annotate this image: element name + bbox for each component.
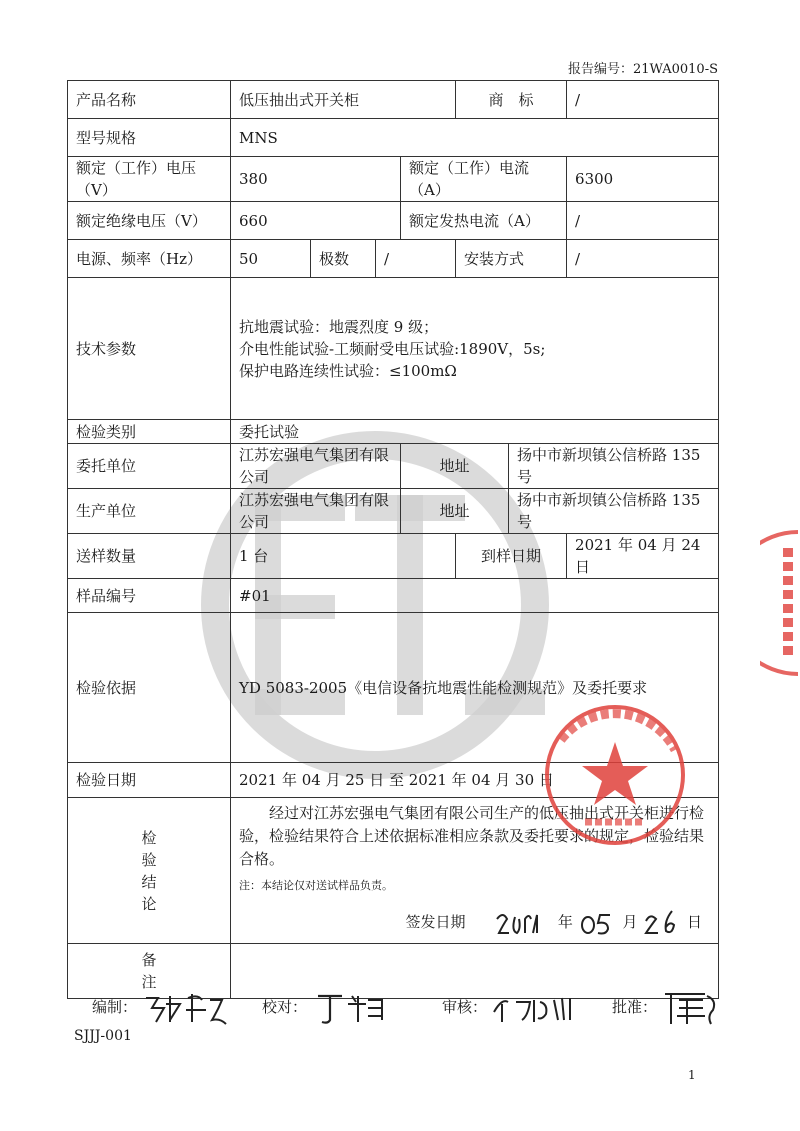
row-power: [68, 240, 719, 278]
rated-current-value: 6300: [567, 157, 719, 202]
trademark-label: 商 标: [456, 81, 567, 119]
manufacturer-name: [231, 489, 401, 534]
inspection-date-value: 2021 年 04 月 25 日 至 2021 年 04 月 30 日: [231, 763, 719, 798]
row-insulation: [68, 202, 719, 240]
checker-label: 校对：: [262, 998, 308, 1016]
model-label: 型号规格: [68, 119, 231, 157]
row-manufacturer: [68, 489, 719, 534]
insulation-voltage-label: 额定绝缘电压（V）: [68, 202, 231, 240]
heating-current-value: /: [567, 202, 719, 240]
manufacturer-address: 扬中市新坝镇公信桥路 135 号: [509, 489, 719, 534]
basis-label: 检验依据: [68, 613, 231, 763]
technical-line: 保护电路连续性试验：≤100mΩ: [239, 361, 457, 380]
checker-signature: [312, 990, 392, 1026]
issue-year-handwritten: [493, 909, 553, 937]
conclusion-label-char: 论: [141, 894, 157, 913]
technical-params: [231, 278, 719, 420]
edge-seal-stamp: [760, 528, 800, 678]
inspection-type-label: 检验类别: [68, 420, 231, 444]
issue-date-row: [239, 909, 710, 937]
approver-signature: [657, 986, 727, 1030]
conclusion-label-char: 结: [141, 872, 157, 891]
page-number: 1: [688, 1068, 696, 1082]
technical-line: 介电性能试验-工频耐受电压试验:1890V，5s;: [239, 339, 546, 358]
conclusion-label: [68, 798, 231, 944]
reviewer-label: 审核：: [442, 998, 488, 1016]
row-client: [68, 444, 719, 489]
compiler-label: 编制：: [92, 998, 138, 1016]
poles-label: 极数: [311, 240, 376, 278]
arrival-date-value: 2021 年 04 月 24 日: [567, 534, 719, 579]
manufacturer-name-line: 江苏宏强电气集团有限: [239, 491, 390, 509]
report-number: 报告编号：21WA0010-S: [567, 62, 718, 77]
issue-month-handwritten: [578, 909, 618, 937]
basis-value: YD 5083-2005《电信设备抗地震性能检测规范》及委托要求: [231, 613, 719, 763]
technical-label: 技术参数: [68, 278, 231, 420]
manufacturer-name-line: 公司: [239, 513, 270, 531]
inspection-date-label: 检验日期: [68, 763, 231, 798]
rated-current-label: 额定（工作）电流（A）: [401, 157, 567, 202]
trademark-value: /: [567, 81, 719, 119]
manufacturer-address-label: 地址: [401, 489, 509, 534]
install-value: /: [567, 240, 719, 278]
row-sample-no: [68, 579, 719, 613]
rated-voltage-value: 380: [231, 157, 401, 202]
sample-qty-value: 1 台: [231, 534, 456, 579]
form-code: SJJJ-001: [74, 1028, 132, 1044]
row-rated-voltage: [68, 157, 719, 202]
month-unit: 月: [622, 913, 638, 931]
issue-day-handwritten: [642, 909, 682, 937]
manufacturer-label: 生产单位: [68, 489, 231, 534]
approver-label: 批准：: [612, 998, 658, 1016]
client-label: 委托单位: [68, 444, 231, 489]
signature-row: [72, 990, 722, 1030]
row-sample-qty: [68, 534, 719, 579]
model-value: MNS: [231, 119, 719, 157]
conclusion-label-char: 验: [141, 850, 157, 869]
sample-qty-label: 送样数量: [68, 534, 231, 579]
install-label: 安装方式: [456, 240, 567, 278]
issue-date-label: 签发日期: [405, 913, 466, 931]
year-unit: 年: [557, 913, 573, 931]
reviewer-signature: [490, 992, 580, 1026]
conclusion-label-char: 检: [141, 828, 157, 847]
poles-value: /: [376, 240, 456, 278]
report-table: [67, 80, 719, 999]
sample-no-value: #01: [231, 579, 719, 613]
client-name-line: 江苏宏强电气集团有限: [239, 446, 390, 464]
client-name-line: 公司: [239, 468, 270, 486]
inspection-type-value: 委托试验: [231, 420, 719, 444]
row-model: [68, 119, 719, 157]
official-seal-stamp: [525, 700, 695, 850]
day-unit: 日: [687, 913, 703, 931]
rated-voltage-label: 额定（工作）电压（V）: [68, 157, 231, 202]
client-address: 扬中市新坝镇公信桥路 135 号: [509, 444, 719, 489]
row-product-name: [68, 81, 719, 119]
row-inspection-type: [68, 420, 719, 444]
remarks-label-char: 备: [141, 951, 157, 969]
sample-no-label: 样品编号: [68, 579, 231, 613]
power-frequency-label: 电源、频率（Hz）: [68, 240, 231, 278]
row-technical: [68, 278, 719, 420]
client-name: [231, 444, 401, 489]
conclusion-note: 注：本结论仅对送试样品负责。: [239, 879, 393, 892]
product-name-label: 产品名称: [68, 81, 231, 119]
conclusion-text: 经过对江苏宏强电气集团有限公司生产的低压抽出式开关柜进行检验，检验结果符合上述依据标准相应条款及委托要求的规定，检验结果合格。: [239, 804, 705, 868]
compiler-signature: [142, 990, 232, 1026]
client-address-label: 地址: [401, 444, 509, 489]
power-frequency-value: 50: [231, 240, 311, 278]
technical-line: 抗地震试验：地震烈度 9 级；: [239, 317, 439, 336]
product-name-value: 低压抽出式开关柜: [231, 81, 456, 119]
insulation-voltage-value: 660: [231, 202, 401, 240]
arrival-date-label: 到样日期: [456, 534, 567, 579]
remarks-label-char: 注: [141, 973, 157, 991]
heating-current-label: 额定发热电流（A）: [401, 202, 567, 240]
